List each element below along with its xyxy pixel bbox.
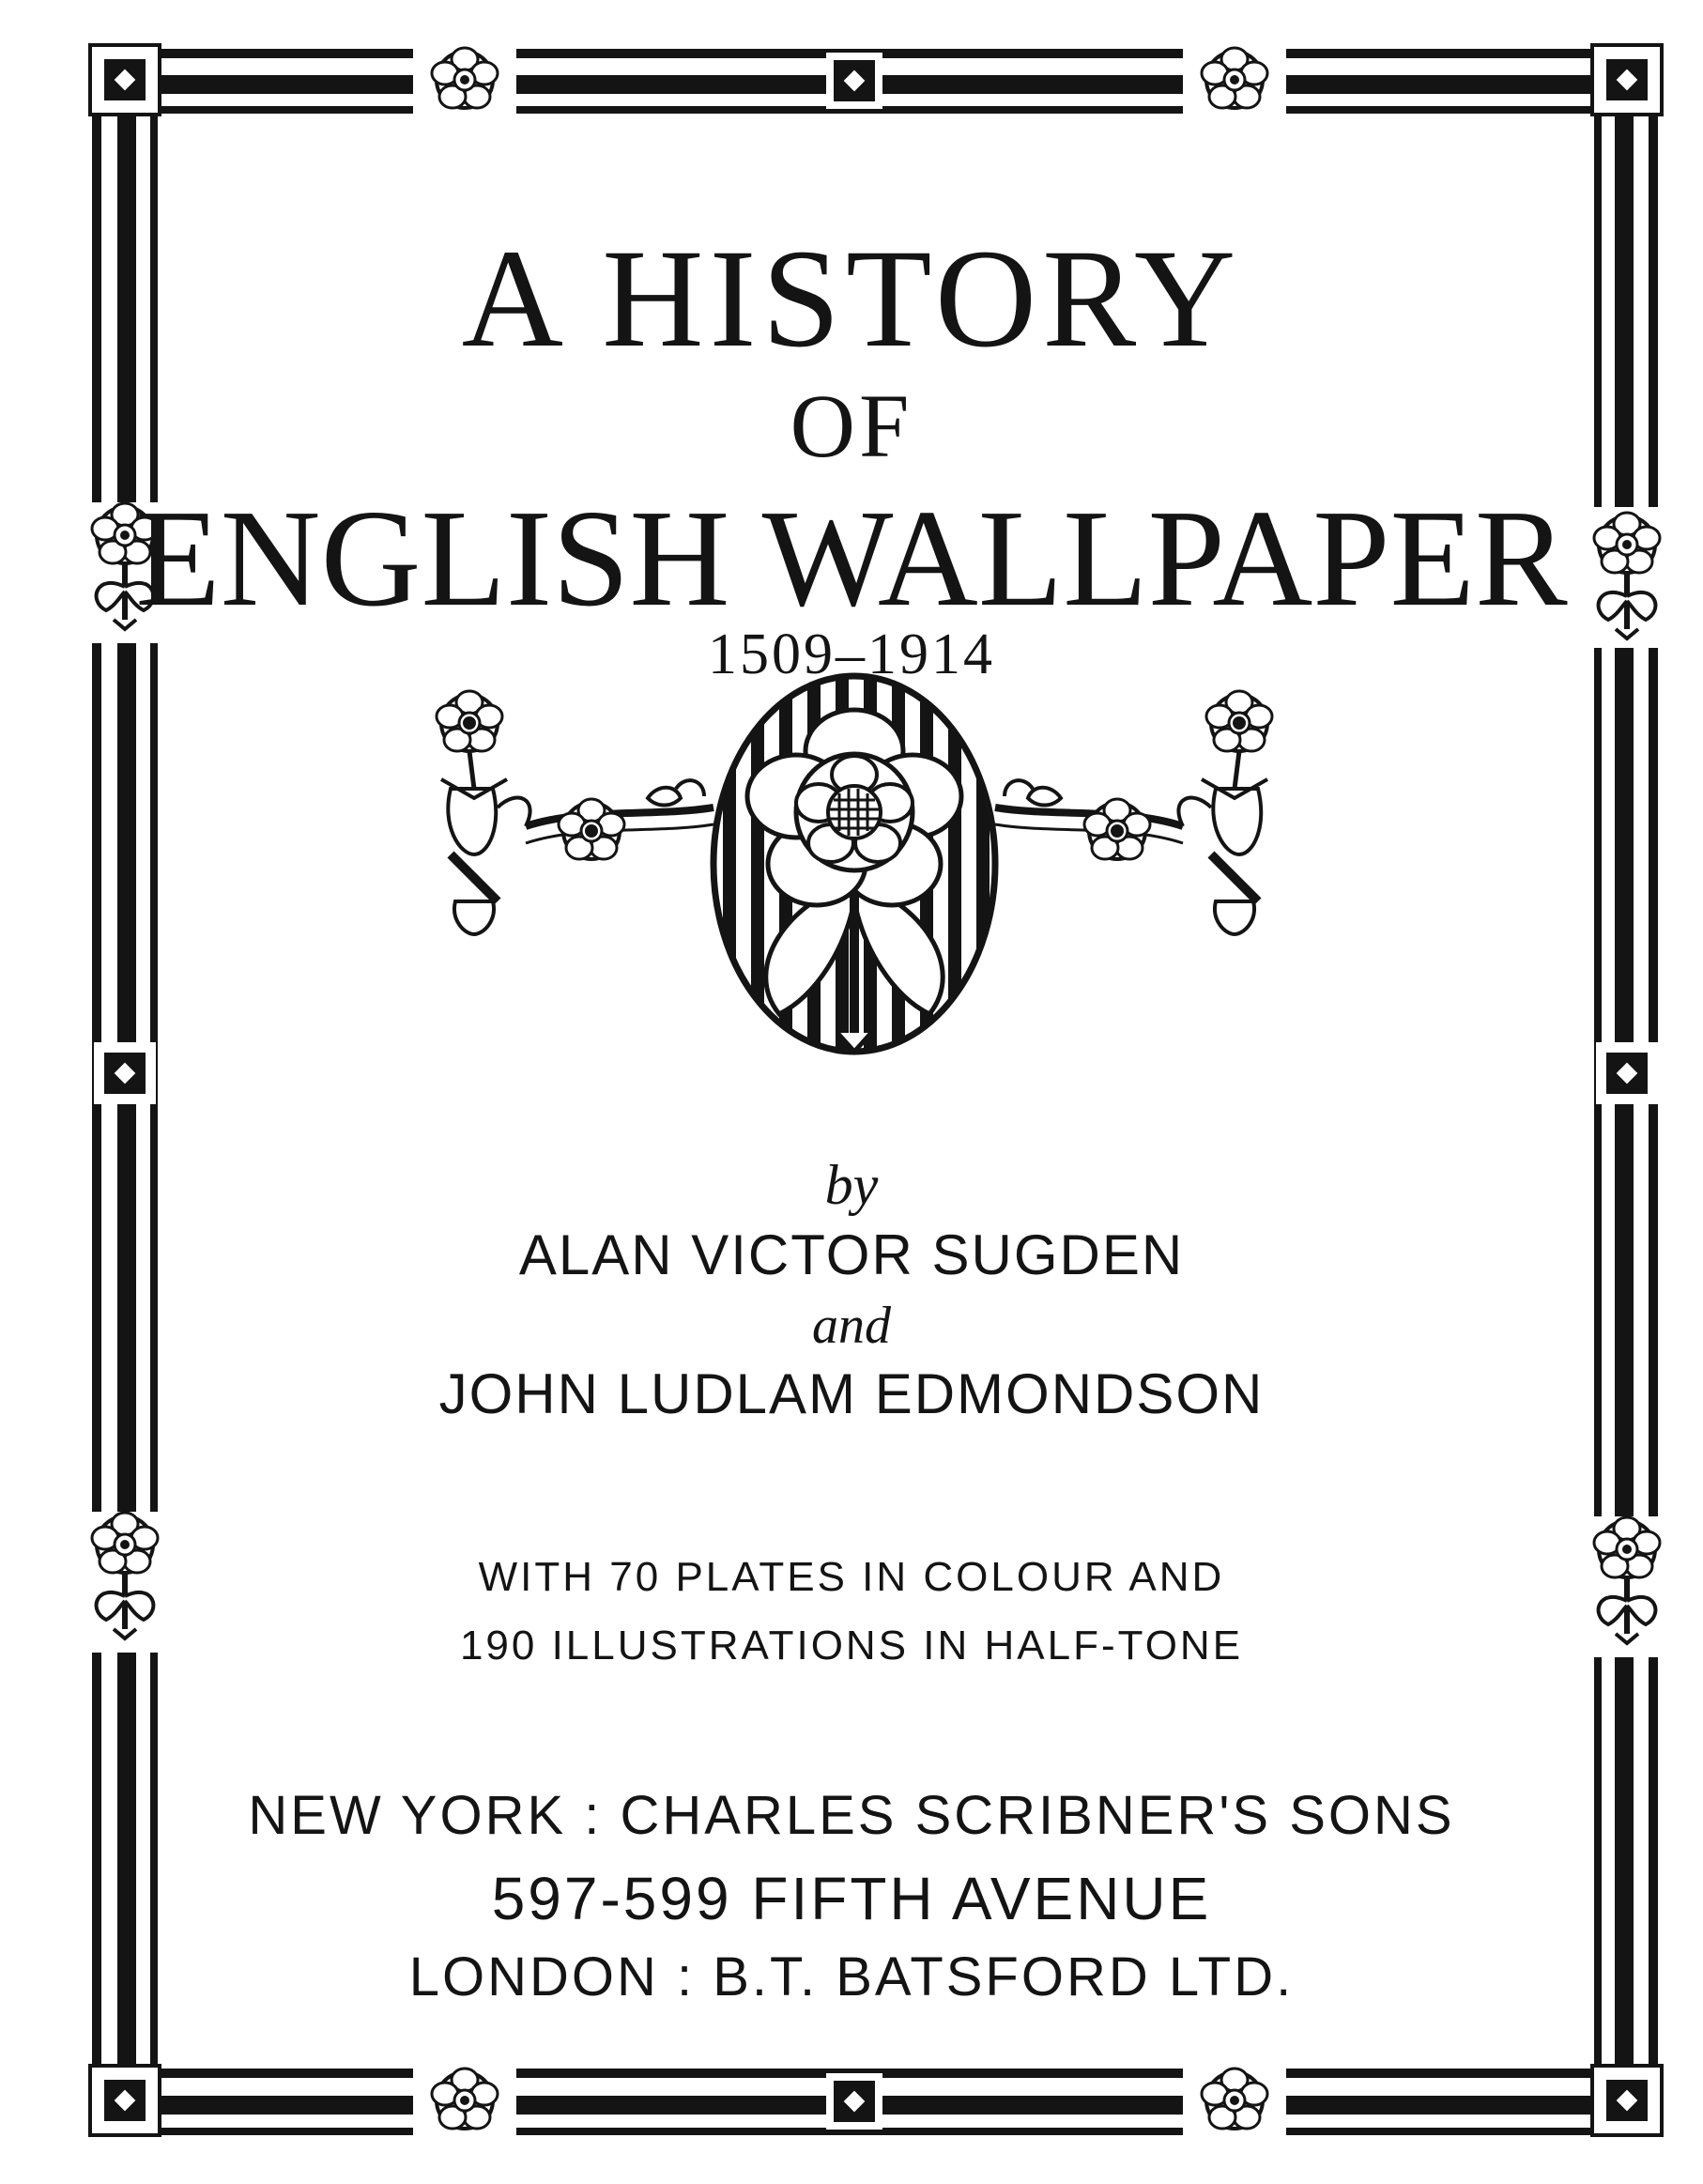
date-range: 1509–1914: [708, 623, 995, 686]
title-line-3: ENGLISH WALLPAPER: [135, 482, 1568, 636]
by-label: by: [824, 1154, 879, 1216]
author-first: ALAN VICTOR SUGDEN: [518, 1223, 1185, 1286]
title-line-2: OF: [790, 376, 913, 476]
illustrations-line-1: WITH 70 PLATES IN COLOUR AND: [478, 1554, 1225, 1600]
garland-left: [437, 691, 713, 934]
author-second: JOHN LUDLAM EDMONDSON: [438, 1362, 1265, 1425]
title-line-1: A HISTORY: [461, 221, 1242, 377]
publisher-line-2: 597-599 FIFTH AVENUE: [491, 1865, 1212, 1932]
and-label: and: [812, 1297, 891, 1355]
publisher-line-3: LONDON : B.T. BATSFORD LTD.: [408, 1946, 1295, 2007]
tudor-rose-emblem: [713, 676, 995, 1052]
garland-right: [995, 691, 1272, 934]
illustrations-line-2: 190 ILLUSTRATIONS IN HALF-TONE: [459, 1623, 1244, 1669]
publisher-line-1: NEW YORK : CHARLES SCRIBNER'S SONS: [248, 1785, 1455, 1846]
